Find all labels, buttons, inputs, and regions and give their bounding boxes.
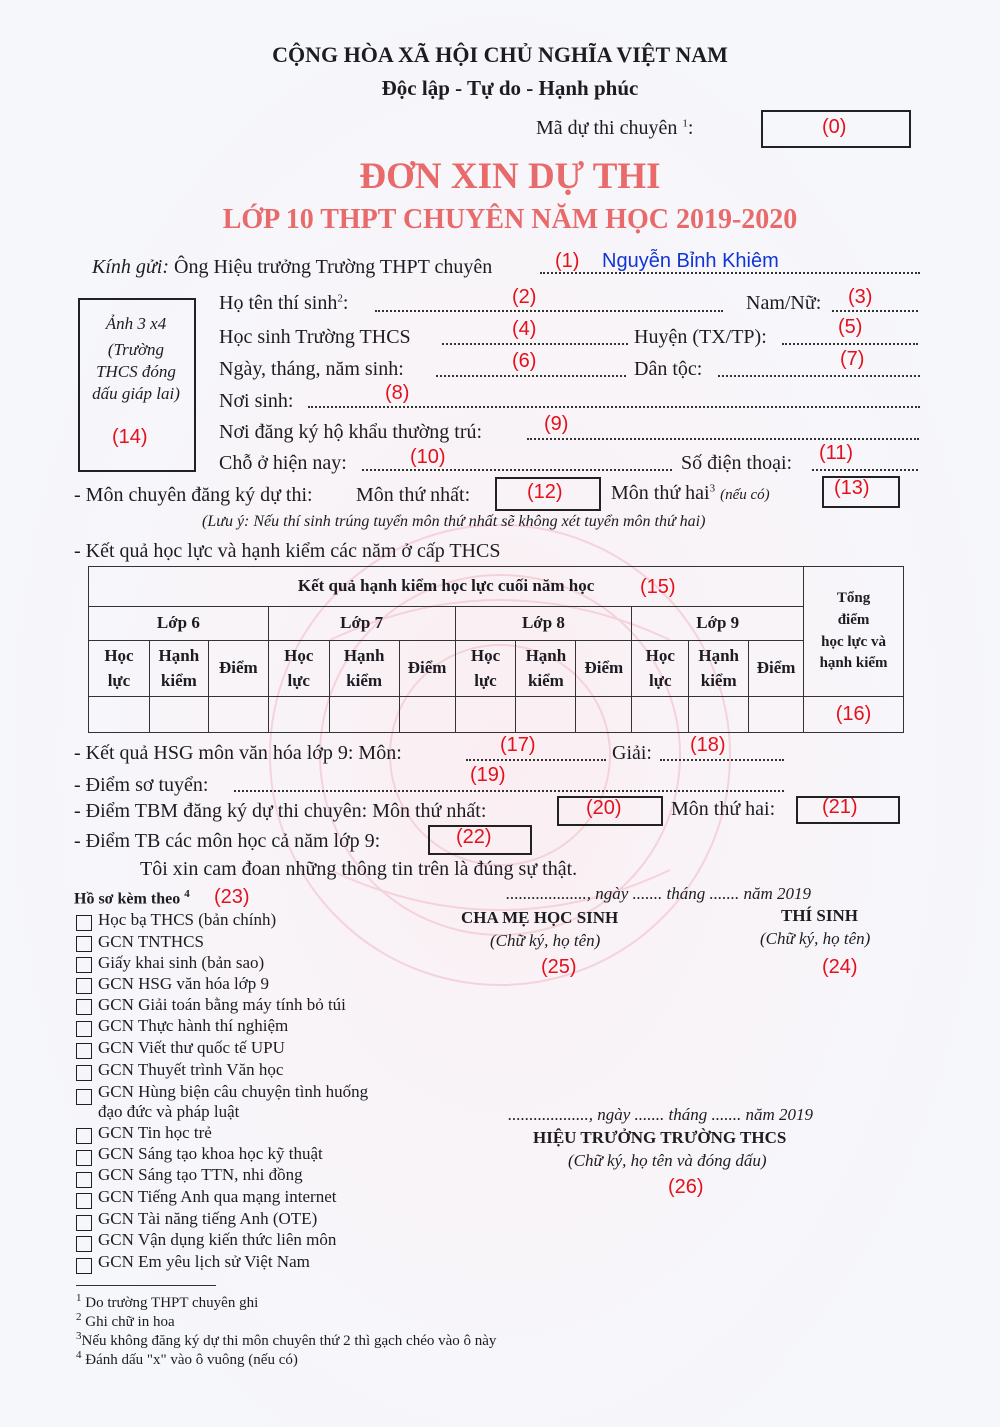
gender-line[interactable] xyxy=(832,310,918,312)
school-field-line[interactable] xyxy=(442,343,628,345)
table-cell[interactable] xyxy=(749,697,804,733)
hsg-label: - Kết quả HSG môn văn hóa lớp 9: Môn: xyxy=(74,742,402,764)
school-name-value: Nguyễn Bỉnh Khiêm xyxy=(602,250,779,272)
district-line[interactable] xyxy=(782,343,918,345)
principal-sign-date: ..................., ngày ....... tháng ....... năm 2019 xyxy=(508,1105,814,1124)
col-hoc-luc: Học lực xyxy=(268,641,329,697)
checkbox[interactable] xyxy=(76,936,92,952)
second-subject-label: Môn thứ hai$^3$ (nếu có) xyxy=(611,482,770,504)
marker-11: (11) xyxy=(819,442,854,464)
checkbox[interactable] xyxy=(76,957,92,973)
marker-24: (24) xyxy=(822,956,858,978)
checkbox[interactable] xyxy=(76,1258,92,1274)
marker-3: (3) xyxy=(848,286,873,308)
attachment-item: GCN Em yêu lịch sử Việt Nam xyxy=(98,1252,310,1271)
checkbox[interactable] xyxy=(76,915,92,931)
col-hoc-luc: Học lực xyxy=(455,641,516,697)
checkbox[interactable] xyxy=(76,1089,92,1105)
col-hanh-kiem: Hạnh kiểm xyxy=(329,641,399,697)
marker-23: (23) xyxy=(214,886,250,908)
table-cell[interactable] xyxy=(399,697,455,733)
grade-6-header: Lớp 6 xyxy=(89,607,269,641)
marker-25: (25) xyxy=(541,956,577,978)
prelim-label: - Điểm sơ tuyển: xyxy=(74,774,209,796)
ethnicity-label: Dân tộc: xyxy=(634,358,703,380)
checkbox[interactable] xyxy=(76,1065,92,1081)
table-cell[interactable] xyxy=(89,697,150,733)
first-subject-label: Môn thứ nhất: xyxy=(356,484,471,506)
ethnicity-line[interactable] xyxy=(718,375,920,377)
phone-label: Số điện thoại: xyxy=(681,452,793,474)
photo-line4: dấu giáp lai) xyxy=(92,384,180,403)
table-cell[interactable] xyxy=(455,697,516,733)
marker-14: (14) xyxy=(112,426,148,448)
gender-label: Nam/Nữ: xyxy=(746,292,822,314)
grade-7-header: Lớp 7 xyxy=(268,607,455,641)
checkbox[interactable] xyxy=(76,1193,92,1209)
col-hanh-kiem: Hạnh kiểm xyxy=(689,641,749,697)
marker-6: (6) xyxy=(512,350,537,372)
table-cell[interactable] xyxy=(268,697,329,733)
sign-date: ..................., ngày ....... tháng ....... năm 2019 xyxy=(506,884,812,903)
name-line[interactable] xyxy=(375,310,723,312)
residence-line[interactable] xyxy=(527,438,919,440)
attachments-label: Hồ sơ kèm theo $^4$ xyxy=(74,888,190,908)
subjects-label: - Môn chuyên đăng ký dự thi: xyxy=(74,484,313,506)
attachment-item: GCN Tài năng tiếng Anh (OTE) xyxy=(98,1209,318,1228)
grade-8-header: Lớp 8 xyxy=(455,607,632,641)
birthplace-line[interactable] xyxy=(308,406,920,408)
photo-line3: THCS đóng xyxy=(96,362,176,381)
student-sign-sub: (Chữ ký, họ tên) xyxy=(760,929,871,948)
student-sign-title: THÍ SINH xyxy=(781,906,858,925)
prelim-line[interactable] xyxy=(234,790,784,792)
grade-9-header: Lớp 9 xyxy=(632,607,804,641)
birthplace-label: Nơi sinh: xyxy=(219,390,294,412)
prize-label: Giải: xyxy=(612,742,652,764)
attachment-item: GCN Thuyết trình Văn học xyxy=(98,1060,284,1079)
attachment-item: GCN Tiếng Anh qua mạng internet xyxy=(98,1187,337,1206)
form-title: ĐƠN XIN DỰ THI xyxy=(359,156,661,197)
table-cell[interactable] xyxy=(632,697,689,733)
footnote-2: $^2$ Ghi chữ in hoa xyxy=(76,1311,175,1330)
marker-18: (18) xyxy=(690,734,726,756)
dob-label: Ngày, tháng, năm sinh: xyxy=(219,358,404,380)
marker-22: (22) xyxy=(456,826,492,848)
col-diem: Điểm xyxy=(208,641,268,697)
attachment-item: GCN HSG văn hóa lớp 9 xyxy=(98,974,269,993)
checkbox[interactable] xyxy=(76,1150,92,1166)
table-cell[interactable] xyxy=(329,697,399,733)
attachment-item: Học bạ THCS (bản chính) xyxy=(98,910,277,929)
col-diem: Điểm xyxy=(399,641,455,697)
marker-20: (20) xyxy=(586,797,622,819)
table-cell[interactable] xyxy=(208,697,268,733)
gpa-label: - Điểm TB các môn học cả năm lớp 9: xyxy=(74,830,381,852)
table-header: Kết quả hạnh kiểm học lực cuối năm học xyxy=(89,567,804,607)
tbm-label: - Điểm TBM đăng ký dự thi chuyên: Môn thứ nhất: xyxy=(74,800,487,822)
col-diem: Điểm xyxy=(576,641,632,697)
total-cell[interactable] xyxy=(804,697,904,733)
motto: Độc lập - Tự do - Hạnh phúc xyxy=(381,76,639,100)
republic-heading: CỘNG HÒA XÃ HỘI CHỦ NGHĨA VIỆT NAM xyxy=(272,42,728,67)
subjects-note: (Lưu ý: Nếu thí sinh trúng tuyển môn thứ nhất sẽ không xét tuyển môn thứ hai) xyxy=(202,513,706,530)
phone-line[interactable] xyxy=(812,469,918,471)
tbm-second-label: Môn thứ hai: xyxy=(671,798,776,820)
col-hanh-kiem: Hạnh kiểm xyxy=(149,641,208,697)
checkbox[interactable] xyxy=(76,1128,92,1144)
marker-9: (9) xyxy=(544,413,569,435)
hsg-subject-line[interactable] xyxy=(466,759,606,761)
marker-12: (12) xyxy=(527,481,563,503)
attachment-item: GCN Vận dụng kiến thức liên môn xyxy=(98,1230,337,1249)
attachment-item-cont: đạo đức và pháp luật xyxy=(98,1102,240,1121)
checkbox[interactable] xyxy=(76,1043,92,1059)
pledge: Tôi xin cam đoan những thông tin trên là đúng sự thật. xyxy=(140,858,578,880)
checkbox[interactable] xyxy=(76,978,92,994)
parent-sign-title: CHA MẸ HỌC SINH xyxy=(461,908,619,927)
footnote-divider xyxy=(76,1285,216,1286)
principal-sign-sub: (Chữ ký, họ tên và đóng dấu) xyxy=(568,1151,767,1170)
marker-21: (21) xyxy=(822,796,858,818)
current-address-line[interactable] xyxy=(362,469,672,471)
prize-line[interactable] xyxy=(660,759,784,761)
marker-26: (26) xyxy=(668,1176,704,1198)
photo-line2: (Trường xyxy=(107,340,165,359)
checkbox[interactable] xyxy=(76,1172,92,1188)
principal-sign-title: HIỆU TRƯỞNG TRƯỜNG THCS xyxy=(533,1128,787,1147)
total-header: Tổng điểm học lực và hạnh kiểm xyxy=(804,567,904,697)
table-cell[interactable] xyxy=(689,697,749,733)
table-cell[interactable] xyxy=(149,697,208,733)
footnote-3: $^3$Nếu không đăng ký dự thi môn chuyên thứ 2 thì gạch chéo vào ô này xyxy=(76,1330,497,1349)
attachment-item: GCN TNTHCS xyxy=(98,932,204,951)
marker-8: (8) xyxy=(385,382,410,404)
table-cell[interactable] xyxy=(516,697,576,733)
checkbox[interactable] xyxy=(76,1215,92,1231)
marker-2: (2) xyxy=(512,286,537,308)
name-label: Họ tên thí $\sinh^2$: xyxy=(219,292,349,314)
marker-19: (19) xyxy=(470,764,506,786)
marker-1: (1) xyxy=(555,250,580,272)
attachment-item: GCN Viết thư quốc tế UPU xyxy=(98,1038,285,1057)
attachment-item: GCN Hùng biện câu chuyện tình huống xyxy=(98,1082,369,1101)
checkbox[interactable] xyxy=(76,1021,92,1037)
addressee: Kính gửi: Ông Hiệu trưởng Trường THPT chuyên xyxy=(92,256,493,278)
residence-label: Nơi đăng ký hộ khẩu thường trú: xyxy=(219,421,483,443)
col-hanh-kiem: Hạnh kiểm xyxy=(516,641,576,697)
table-cell[interactable] xyxy=(576,697,632,733)
form-subtitle: LỚP 10 THPT CHUYÊN NĂM HỌC 2019-2020 xyxy=(222,204,798,235)
checkbox[interactable] xyxy=(76,1236,92,1252)
school-label: Học sinh Trường THCS xyxy=(219,326,411,348)
marker-15: (15) xyxy=(640,576,676,598)
attachment-item: GCN Giải toán bằng máy tính bỏ túi xyxy=(98,995,346,1014)
col-diem: Điểm xyxy=(749,641,804,697)
district-label: Huyện (TX/TP): xyxy=(634,326,767,348)
marker-5: (5) xyxy=(838,316,863,338)
footnote-4: $^4$ Đánh dấu "x" vào ô vuông (nếu có) xyxy=(76,1349,298,1368)
checkbox[interactable] xyxy=(76,999,92,1015)
exam-code-label: Mã dự thi chuyên $^1$: xyxy=(536,117,694,139)
results-table xyxy=(88,566,904,733)
parent-sign-sub: (Chữ ký, họ tên) xyxy=(490,931,601,950)
col-hoc-luc: Học lực xyxy=(632,641,689,697)
marker-10: (10) xyxy=(410,446,446,468)
col-hoc-luc: Học lực xyxy=(89,641,150,697)
marker-16: (16) xyxy=(835,703,872,725)
attachment-item: GCN Tin học trẻ xyxy=(98,1123,212,1142)
attachment-item: GCN Sáng tạo khoa học kỹ thuật xyxy=(98,1144,323,1163)
dob-line[interactable] xyxy=(436,375,626,377)
marker-13: (13) xyxy=(834,477,870,499)
photo-line1: Ảnh 3 x4 xyxy=(105,314,167,333)
attachment-item: Giấy khai sinh (bản sao) xyxy=(98,953,265,972)
results-label: - Kết quả học lực và hạnh kiểm các năm ở cấp THCS xyxy=(74,540,501,562)
marker-0: (0) xyxy=(822,116,847,138)
attachment-item: GCN Sáng tạo TTN, nhi đồng xyxy=(98,1165,303,1184)
footnote-1: $^1$ Do trường THPT chuyên ghi xyxy=(76,1292,259,1311)
marker-7: (7) xyxy=(840,348,865,370)
attachment-item: GCN Thực hành thí nghiệm xyxy=(98,1016,289,1035)
marker-4: (4) xyxy=(512,318,537,340)
current-address-label: Chỗ ở hiện nay: xyxy=(219,452,347,474)
marker-17: (17) xyxy=(500,734,536,756)
